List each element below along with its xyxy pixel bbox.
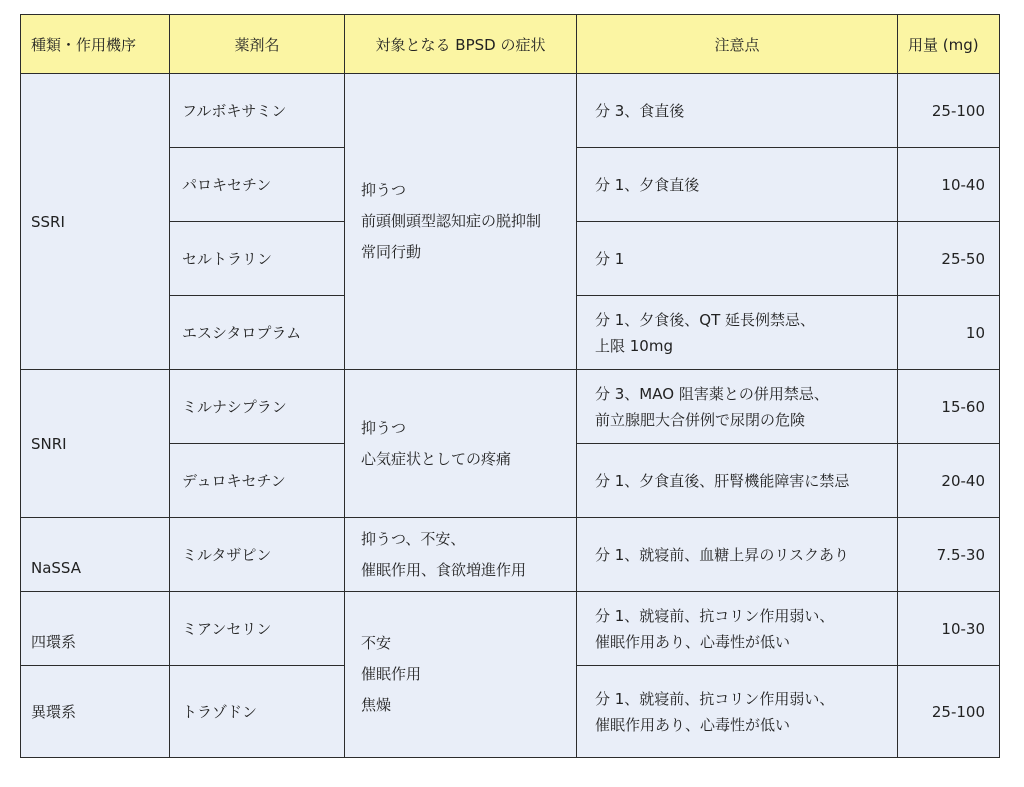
note-line: 催眠作用あり、心毒性が低い — [595, 632, 791, 651]
dose-cell: 25-50 — [898, 222, 1000, 296]
dose-cell: 10-30 — [898, 592, 1000, 666]
type-label: NaSSA — [31, 558, 81, 577]
dose-cell: 10 — [898, 296, 1000, 370]
symptom-line: 焦燥 — [361, 696, 392, 714]
drug-name: デュロキセチン — [170, 444, 345, 518]
symptoms-cell — [345, 370, 577, 518]
note-cell — [577, 666, 898, 758]
drug-name: セルトラリン — [170, 222, 345, 296]
dose-cell: 7.5-30 — [898, 518, 1000, 592]
symptom-line: 常同行動 — [361, 243, 422, 261]
drug-name: フルボキサミン — [170, 74, 345, 148]
type-cell: 異環系 — [21, 666, 170, 758]
header-notes: 注意点 — [577, 15, 898, 74]
note-line: 分 3、食直後 — [595, 101, 685, 120]
note-line: 催眠作用あり、心毒性が低い — [595, 715, 791, 734]
symptom-line: 抑うつ — [361, 181, 407, 199]
note-cell — [577, 370, 898, 444]
note-line: 前立腺肥大合併例で尿閉の危険 — [595, 410, 806, 429]
note-line: 上限 10mg — [595, 336, 673, 355]
dose-cell: 20-40 — [898, 444, 1000, 518]
symptoms-cell — [345, 74, 577, 370]
drug-name: トラゾドン — [170, 666, 345, 758]
symptoms-cell — [345, 592, 577, 758]
table-row — [21, 518, 1000, 592]
symptom-line: 抑うつ、不安、 — [361, 529, 466, 548]
note-cell — [577, 444, 898, 518]
note-cell — [577, 296, 898, 370]
note-line: 分 1、夕食直後、肝腎機能障害に禁忌 — [595, 471, 850, 490]
table-row — [21, 74, 1000, 148]
note-line: 分 3、MAO 阻害薬との併用禁忌、 — [595, 384, 829, 403]
note-cell — [577, 518, 898, 592]
antidepressant-table — [20, 14, 1000, 758]
drug-name: ミアンセリン — [170, 592, 345, 666]
symptom-line: 心気症状としての疼痛 — [361, 449, 512, 468]
drug-name: ミルナシプラン — [170, 370, 345, 444]
symptom-line: 前頭側頭型認知症の脱抑制 — [361, 212, 542, 230]
header-type: 種類・作用機序 — [21, 15, 170, 74]
type-label: 四環系 — [31, 633, 77, 651]
note-line: 分 1、就寝前、抗コリン作用弱い、 — [595, 689, 835, 708]
symptom-line: 不安 — [361, 634, 392, 652]
type-cell — [21, 518, 170, 592]
header-symptoms: 対象となる BPSD の症状 — [345, 15, 577, 74]
note-line: 分 1、夕食後、QT 延長例禁忌、 — [595, 310, 816, 329]
type-cell: SNRI — [21, 370, 170, 518]
drug-name: パロキセチン — [170, 148, 345, 222]
table-row — [21, 592, 1000, 666]
dose-cell: 25-100 — [898, 74, 1000, 148]
note-line: 分 1、夕食直後 — [595, 175, 700, 194]
type-cell — [21, 592, 170, 666]
table-row — [21, 370, 1000, 444]
note-line: 分 1 — [595, 249, 625, 268]
header-row — [21, 15, 1000, 74]
note-line: 分 1、就寝前、抗コリン作用弱い、 — [595, 606, 835, 625]
header-drug: 薬剤名 — [170, 15, 345, 74]
header-dose: 用量 (mg) — [898, 15, 1000, 74]
drug-name: ミルタザピン — [170, 518, 345, 592]
note-cell — [577, 222, 898, 296]
note-cell — [577, 74, 898, 148]
note-line: 分 1、就寝前、血糖上昇のリスクあり — [595, 545, 850, 564]
type-cell: SSRI — [21, 74, 170, 370]
dose-cell: 25-100 — [898, 666, 1000, 758]
symptoms-cell — [345, 518, 577, 592]
dose-cell: 15-60 — [898, 370, 1000, 444]
symptom-line: 抑うつ — [361, 418, 407, 437]
dose-cell: 10-40 — [898, 148, 1000, 222]
drug-name: エスシタロプラム — [170, 296, 345, 370]
note-cell — [577, 592, 898, 666]
symptom-line: 催眠作用 — [361, 665, 422, 683]
symptom-line: 催眠作用、食欲増進作用 — [361, 560, 527, 579]
note-cell — [577, 148, 898, 222]
